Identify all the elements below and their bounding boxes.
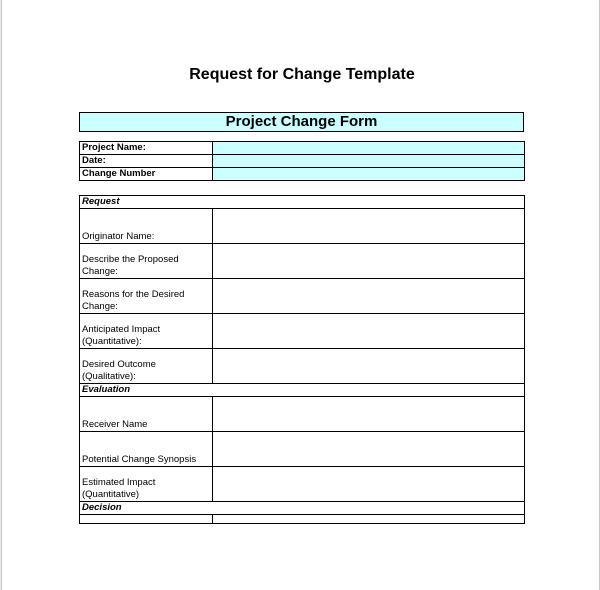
- proposed-change-label: Describe the Proposed Change:: [80, 244, 213, 279]
- document-title: Request for Change Template: [189, 66, 415, 83]
- anticipated-impact-label: Anticipated Impact (Quantitative):: [80, 314, 213, 349]
- desired-outcome-field[interactable]: [213, 349, 525, 384]
- section-row: [80, 196, 525, 209]
- decision-label-cell: [80, 515, 213, 524]
- table-row: [80, 397, 525, 432]
- form-title: Project Change Form: [79, 112, 524, 132]
- table-row: [80, 432, 525, 467]
- table-row: [80, 467, 525, 502]
- receiver-name-label: Receiver Name: [80, 397, 213, 432]
- request-table: [79, 195, 525, 524]
- estimated-impact-field[interactable]: [213, 467, 525, 502]
- table-row: [80, 244, 525, 279]
- table-row: [80, 279, 525, 314]
- table-row: [80, 142, 525, 155]
- change-synopsis-label: Potential Change Synopsis: [80, 432, 213, 467]
- proposed-change-field[interactable]: [213, 244, 525, 279]
- reasons-label: Reasons for the Desired Change:: [80, 279, 213, 314]
- section-row: [80, 384, 525, 397]
- originator-name-label: Originator Name:: [80, 209, 213, 244]
- table-row: [80, 349, 525, 384]
- table-row: [80, 314, 525, 349]
- table-row: [80, 209, 525, 244]
- change-number-label: Change Number: [80, 168, 213, 181]
- reasons-field[interactable]: [213, 279, 525, 314]
- project-name-field[interactable]: [213, 142, 525, 155]
- date-label: Date:: [80, 155, 213, 168]
- anticipated-impact-field[interactable]: [213, 314, 525, 349]
- project-info-table: [79, 141, 525, 181]
- change-synopsis-field[interactable]: [213, 432, 525, 467]
- section-row: [80, 502, 525, 515]
- decision-field[interactable]: [213, 515, 525, 524]
- table-row: [80, 168, 525, 181]
- change-number-field[interactable]: [213, 168, 525, 181]
- table-row: [80, 155, 525, 168]
- desired-outcome-label: Desired Outcome (Qualitative):: [80, 349, 213, 384]
- table-row: [80, 515, 525, 524]
- section-heading-request: Request: [80, 196, 525, 209]
- originator-name-field[interactable]: [213, 209, 525, 244]
- estimated-impact-label: Estimated Impact (Quantitative): [80, 467, 213, 502]
- project-name-label: Project Name:: [80, 142, 213, 155]
- section-heading-evaluation: Evaluation: [80, 384, 525, 397]
- document-page: [1, 0, 600, 590]
- receiver-name-field[interactable]: [213, 397, 525, 432]
- section-heading-decision: Decision: [80, 502, 525, 515]
- date-field[interactable]: [213, 155, 525, 168]
